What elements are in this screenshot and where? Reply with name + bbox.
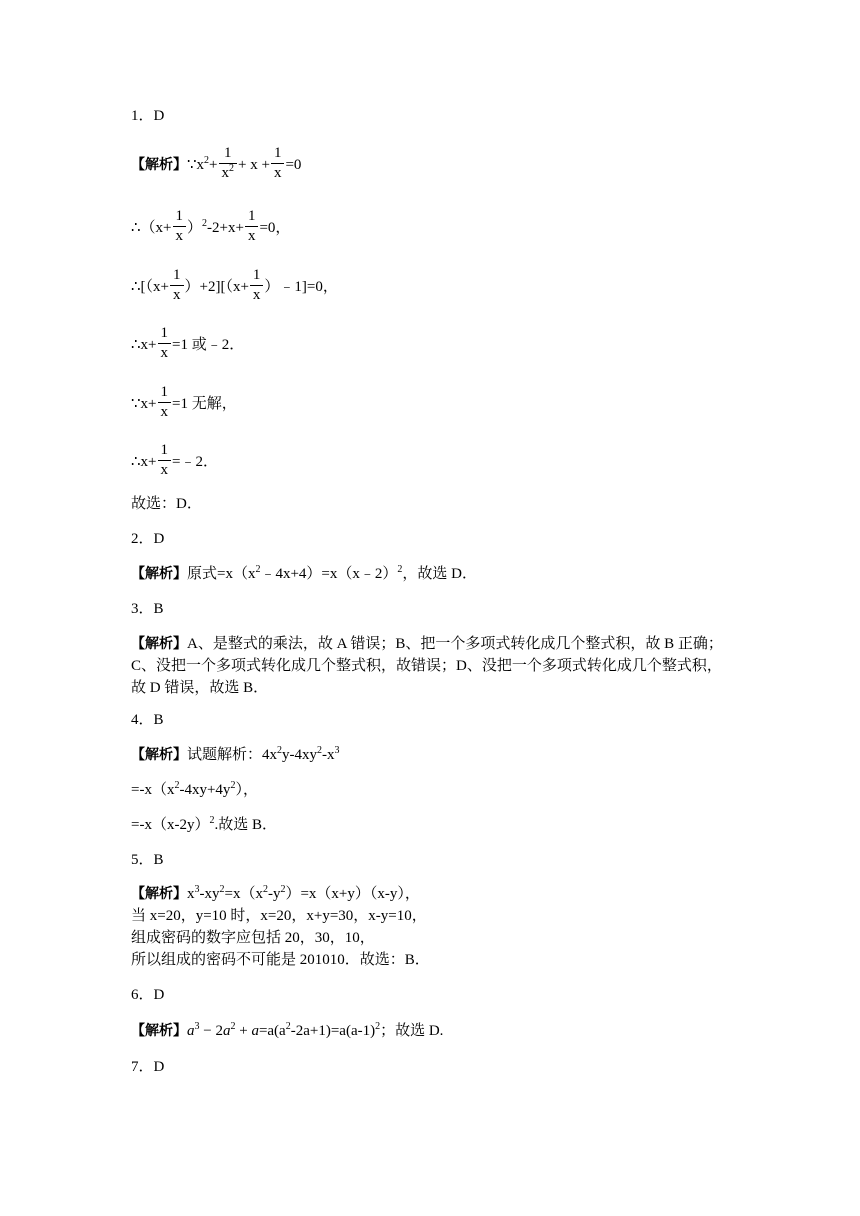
fraction: $\frac{1}{x}$ — [170, 266, 184, 305]
analysis-tag: 【解析】 — [131, 886, 187, 902]
analysis-tag: 【解析】 — [131, 747, 187, 763]
answer-number-4: 4．B — [131, 712, 164, 728]
analysis-1-line-3: ∴[（x+ $\frac{1}{x}$ ）+2][（x+ $\frac{1}{x}$ ）﹣1]=0， — [131, 267, 338, 303]
fraction: $\frac{1}{x}$ — [250, 266, 264, 305]
analysis-5-line-1: 【解析】$x^3-xy^2=x(x^2-y^2)=x(x+y)(x-y)$， — [131, 884, 420, 902]
analysis-2: 【解析】原式$=x(x^2﹣4x+4)=x(x﹣2)^2$，故选 D． — [131, 564, 477, 582]
fraction: $\frac{1}{x}$ — [271, 144, 285, 183]
analysis-1-line-6: ∴x+ $\frac{1}{x}$ =﹣2． — [131, 442, 218, 478]
analysis-1-line-1: 【解析】$\because x^2+$ $\frac{1}{x^2}$ + x + $\frac{1}{x}$ =0 — [131, 145, 302, 181]
analysis-tag: 【解析】 — [131, 636, 187, 652]
analysis-tag: 【解析】 — [131, 566, 187, 582]
analysis-1-line-5: ∵x+ $\frac{1}{x}$ =1 无解， — [131, 384, 237, 420]
analysis-1-conclusion: 故选：D． — [131, 496, 202, 512]
answer-number-7: 7．D — [131, 1059, 165, 1075]
analysis-tag: 【解析】 — [131, 156, 187, 173]
fraction: $\frac{1}{x^2}$ — [219, 144, 238, 183]
fraction: $\frac{1}{x}$ — [245, 207, 259, 246]
fraction: $\frac{1}{x}$ — [173, 207, 187, 246]
fraction: $\frac{1}{x}$ — [158, 383, 172, 422]
analysis-6: 【解析】$a^3 - 2a^2 + a=a(a^2-2a+1)=a(a-1)^2$；故选 D. — [131, 1021, 444, 1039]
analysis-5-line-2: 当 x=20，y=10 时，x=20，x+y=30，x-y=10， — [131, 908, 427, 924]
answer-number-5: 5．B — [131, 852, 164, 868]
fraction: $\frac{1}{x}$ — [158, 324, 172, 363]
analysis-tag: 【解析】 — [131, 1023, 187, 1039]
analysis-4-line-2: $=-x(x^2-4xy+4y^2)$， — [131, 780, 258, 798]
answer-number-6: 6．D — [131, 987, 165, 1003]
analysis-3: 【解析】A、是整式的乘法，故 A 错误；B、把一个多项式转化成几个整式积，故 B 正确；C、没把一个多项式转化成几个整式积，故错误；D、没把一个多项式转化成几个整式积，故 D 错误，故选 B． — [131, 636, 723, 696]
answer-number-1: 1．D — [131, 108, 165, 124]
answer-number-3: 3．B — [131, 601, 164, 617]
answer-number-2: 2．D — [131, 531, 165, 547]
analysis-5-line-4: 所以组成的密码不可能是 201010．故选：B． — [131, 952, 430, 968]
analysis-1-line-2: ∴（x+ $\frac{1}{x}$ ）$^2$-2+x+ $\frac{1}{x}$ =0， — [131, 208, 291, 244]
analysis-1-line-4: ∴x+ $\frac{1}{x}$ =1 或﹣2． — [131, 325, 245, 361]
analysis-4-line-3: $=-x(x-2y)^2$.故选 B． — [131, 815, 277, 833]
analysis-4-line-1: 【解析】试题解析：$4x^2y-4xy^2-x^3$ — [131, 745, 340, 763]
analysis-5-line-3: 组成密码的数字应包括 20，30，10， — [131, 930, 375, 946]
fraction: $\frac{1}{x}$ — [158, 441, 172, 480]
